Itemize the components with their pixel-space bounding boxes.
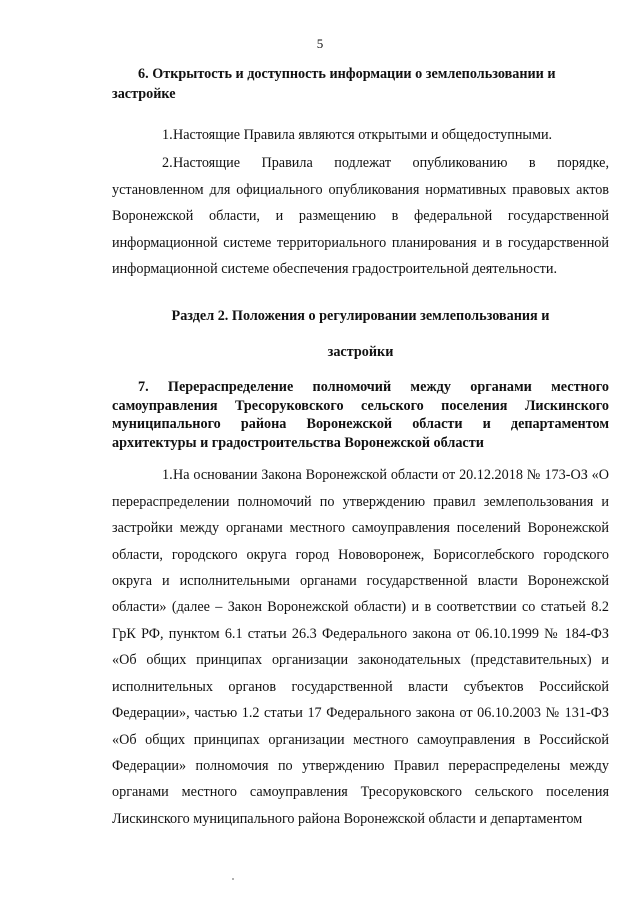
section-7-item-1 — [112, 462, 609, 832]
item-number: 1. — [162, 467, 173, 484]
part-2-heading-line-1: Раздел 2. Положения о регулировании землепользования и — [171, 308, 550, 325]
item-text: Настоящие Правила являются открытыми и общедоступными. — [173, 127, 553, 143]
item-number: 2. — [162, 155, 173, 172]
page-number: 5 — [316, 36, 324, 51]
part-2-heading-line-2: застройки — [327, 344, 394, 361]
item-text: На основании Закона Воронежской области от 20.12.2018 № 173-ОЗ «О перераспределении полномочий по утверждению правил землепользования и застройки между органами местного самоуправления поселений Воронежской области, городского округа город Нововоронеж, Борисоглебского городского округа и исполнительными органами государственной власти Воронежской области» (далее – Закон Воронежской области) и в соответствии со статьей 8.2 ГрК РФ, пунктом 6.1 статьи 26.3 Федерального закона от 06.10.1999 № 184-ФЗ «Об общих принципах организации законодательных (представительных) и исполнительных органов государственной власти субъектов Российской Федерации», частью 1.2 статьи 17 Федерального закона от 06.10.2003 № 131-ФЗ «Об общих принципах организации местного самоуправления в Российской Федерации» полномочия по утверждению Правил перераспределены между органами местного самоуправления Тресоруковского сельского поселения Лискинского муниципального района Воронежской области и департаментом — [112, 467, 609, 827]
part-2-heading — [112, 298, 609, 370]
scan-speck — [232, 878, 234, 880]
item-number: 1. — [162, 127, 173, 143]
section-6-heading: 6. Открытость и доступность информации о землепользовании и застройке — [112, 66, 556, 102]
page-content — [112, 64, 609, 832]
item-text: Настоящие Правила подлежат опубликованию в порядке, установленном для официального опубликования нормативных правовых актов Воронежской области, и размещению в федеральной государственной информационной системе территориального планирования и в государственной информационной системе обеспечения градостроительной деятельности. — [112, 155, 609, 278]
section-6-item-2 — [112, 150, 609, 282]
section-6-item-1 — [112, 122, 609, 148]
section-7-heading: 7. Перераспределение полномочий между органами местного самоуправления Тресоруковского сельского поселения Лискинского муниципального района Воронежской области и департаментом архитектуры и градостроительства Воронежской области — [112, 379, 609, 451]
